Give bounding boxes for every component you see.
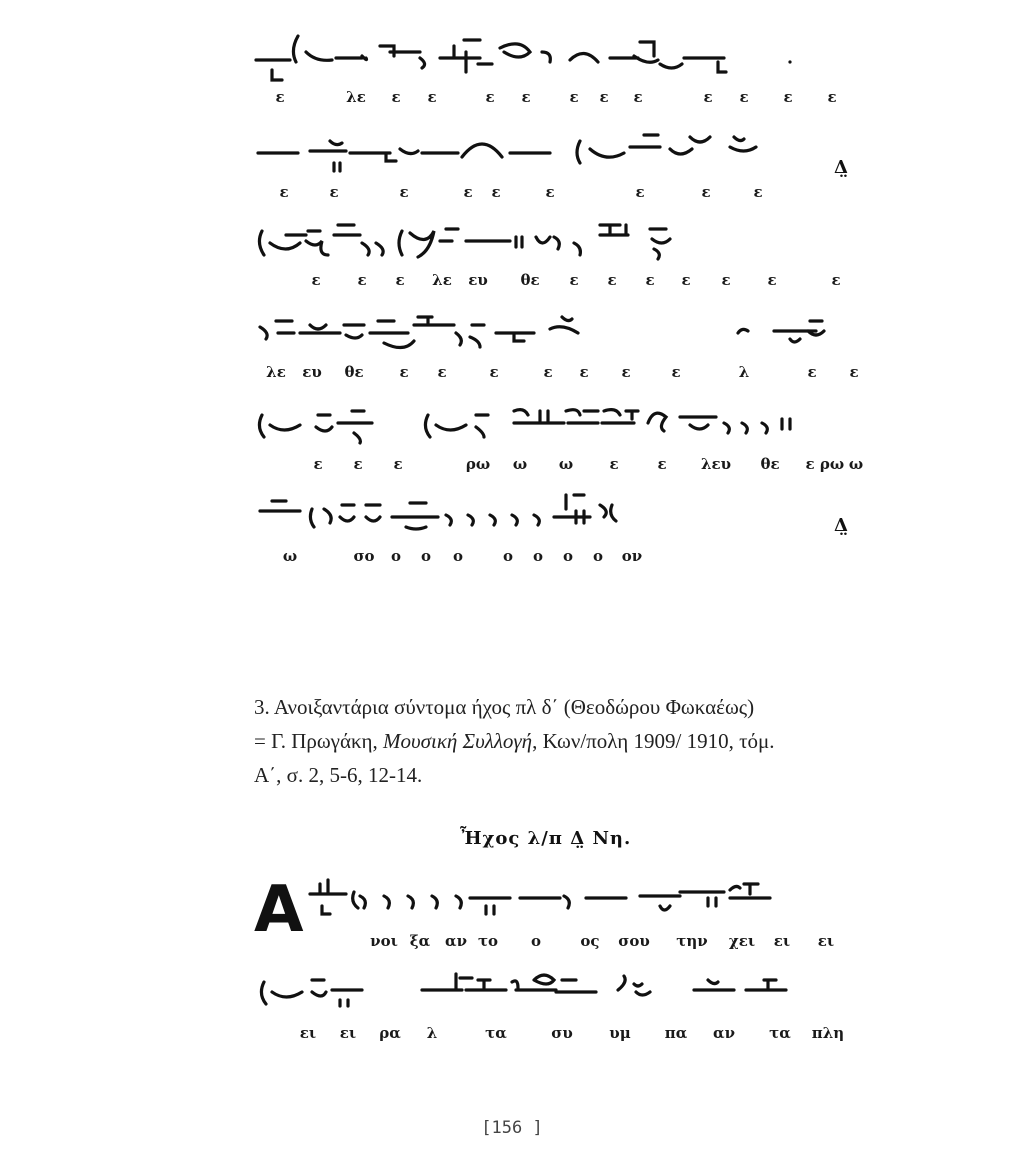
syllable: ξα <box>409 932 431 950</box>
syllable: ε <box>645 271 655 289</box>
syllable: ε <box>437 363 447 381</box>
syllable: ρω <box>465 455 491 473</box>
syllable: θε <box>344 363 364 381</box>
syllable: πα <box>664 1024 688 1042</box>
syllable: αν <box>713 1024 735 1042</box>
syllable: ε <box>311 271 321 289</box>
example-number: 3. <box>254 695 270 719</box>
syllable: ω <box>282 547 298 565</box>
neume-glyphs <box>300 872 860 932</box>
syllable: ε <box>357 271 367 289</box>
syllable: ο <box>532 547 544 565</box>
syllable: ω <box>558 455 574 473</box>
example-title: Ανοιξαντάρια σύντομα ήχος πλ δ΄ (Θεοδώρου Φωκαέως) <box>273 695 755 719</box>
syllable: ε <box>849 363 859 381</box>
syllable: ε <box>657 455 667 473</box>
score-bottom <box>300 872 860 1056</box>
syllable: ε <box>275 88 285 106</box>
syllable: σο <box>353 547 375 565</box>
syllable: το <box>477 932 499 950</box>
neume-line-7 <box>300 872 860 964</box>
syllable: ε <box>633 88 643 106</box>
syllable: ευ <box>302 363 322 381</box>
syllable: πλη <box>811 1024 845 1042</box>
syllable: ε <box>521 88 531 106</box>
syllable: τα <box>485 1024 507 1042</box>
neume-glyphs <box>250 28 870 88</box>
syllable: ε <box>427 88 437 106</box>
example-caption <box>254 690 866 792</box>
score-top <box>250 28 870 579</box>
syllable: ει <box>339 1024 357 1042</box>
syllable: ος <box>580 932 600 950</box>
syllable: ε <box>329 183 339 201</box>
syllable: ε <box>391 88 401 106</box>
syllable: ο <box>390 547 402 565</box>
syllable: την <box>676 932 708 950</box>
neume-line-5 <box>250 395 870 487</box>
syllable: ε <box>703 88 713 106</box>
syllable: ε <box>279 183 289 201</box>
syllable: λ <box>738 363 750 381</box>
syllable: νοι <box>370 932 398 950</box>
syllable: ε <box>701 183 711 201</box>
syllable: ρα <box>379 1024 401 1042</box>
neume-line-8 <box>256 964 860 1056</box>
syllable: ο <box>502 547 514 565</box>
syllable: ε <box>753 183 763 201</box>
syllable: ε <box>783 88 793 106</box>
neume-glyphs <box>256 964 860 1024</box>
syllable: λευ <box>700 455 732 473</box>
syllable: ε <box>621 363 631 381</box>
syllable: ο <box>562 547 574 565</box>
syllable: συ <box>551 1024 573 1042</box>
syllable: ε <box>767 271 777 289</box>
syllable: ε <box>721 271 731 289</box>
syllable: ε <box>607 271 617 289</box>
source-suffix: , Κων/πολη 1909/ 1910, τόμ. <box>532 729 775 753</box>
syllable: ε <box>545 183 555 201</box>
syllable: ει <box>773 932 791 950</box>
syllable: ε <box>489 363 499 381</box>
neume-line-6 <box>250 487 870 579</box>
syllable: ε <box>393 455 403 473</box>
page-number: [156 ] <box>481 1118 543 1138</box>
neume-line-2 <box>250 123 870 211</box>
syllable: ο <box>452 547 464 565</box>
syllable: λε <box>346 88 366 106</box>
syllable: ε <box>569 88 579 106</box>
syllable: ω <box>512 455 528 473</box>
syllable: υμ <box>609 1024 631 1042</box>
syllable: ον <box>621 547 643 565</box>
source-title: Μουσική Συλλογή <box>383 729 533 753</box>
syllable: ο <box>530 932 542 950</box>
neume-glyphs <box>250 487 870 547</box>
syllable: ρω <box>819 455 845 473</box>
syllable: ε <box>399 363 409 381</box>
martyria-sign: Δ̤ <box>834 157 848 178</box>
syllable: ο <box>420 547 432 565</box>
syllable: ε <box>831 271 841 289</box>
initial-letter: Α <box>254 873 304 947</box>
neume-glyphs <box>250 303 870 363</box>
syllable: ε <box>485 88 495 106</box>
mode-header: Ἦχος λ/π Δ̤ Νη. <box>460 828 632 849</box>
neume-glyphs <box>250 123 870 183</box>
syllable: σου <box>618 932 650 950</box>
syllable: ε <box>543 363 553 381</box>
source-prefix: = Γ. Πρωγάκη, <box>254 729 378 753</box>
syllable: ο <box>592 547 604 565</box>
syllable: ε <box>827 88 837 106</box>
syllable: ε <box>635 183 645 201</box>
syllable: ευ <box>468 271 488 289</box>
syllable: ε <box>569 271 579 289</box>
syllable: αν <box>445 932 467 950</box>
neume-line-1 <box>250 28 870 123</box>
syllable: ε <box>671 363 681 381</box>
syllable: ει <box>299 1024 317 1042</box>
neume-glyphs <box>250 395 870 455</box>
syllable: ε <box>807 363 817 381</box>
syllable: ε <box>313 455 323 473</box>
syllable: ε <box>609 455 619 473</box>
syllable: ε <box>805 455 815 473</box>
syllable: ε <box>579 363 589 381</box>
syllable: θε <box>520 271 540 289</box>
syllable: ε <box>399 183 409 201</box>
syllable: ε <box>353 455 363 473</box>
neume-line-4 <box>250 303 870 395</box>
syllable: τα <box>769 1024 791 1042</box>
syllable: χει <box>728 932 756 950</box>
neume-line-3 <box>250 211 870 303</box>
syllable: ε <box>463 183 473 201</box>
syllable: λ <box>426 1024 438 1042</box>
syllable: ω <box>848 455 864 473</box>
syllable: ει <box>817 932 835 950</box>
syllable: ε <box>599 88 609 106</box>
syllable: λε <box>432 271 452 289</box>
syllable: λε <box>266 363 286 381</box>
source-pages: Α΄, σ. 2, 5-6, 12-14. <box>254 763 423 787</box>
neume-glyphs <box>250 211 870 271</box>
martyria-sign: Δ̤ <box>834 515 848 536</box>
syllable: ε <box>491 183 501 201</box>
syllable: ε <box>739 88 749 106</box>
syllable: θε <box>760 455 780 473</box>
syllable: ε <box>395 271 405 289</box>
syllable: ε <box>681 271 691 289</box>
